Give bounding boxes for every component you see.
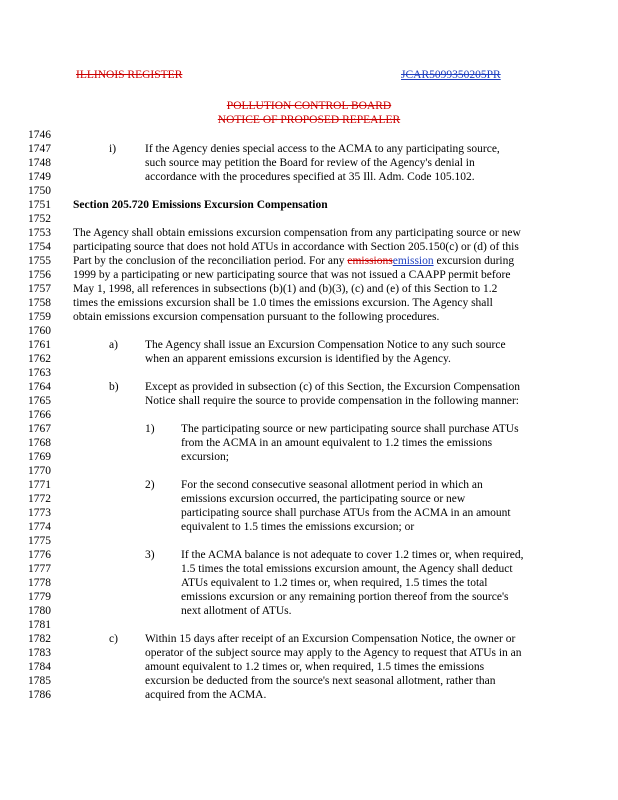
line-number: 1762 xyxy=(28,353,51,365)
item-b3-line: 1.5 times the total emissions excursion amount, the Agency shall deduct xyxy=(181,563,513,575)
paragraph-line: times the emissions excursion shall be 1.0 times the emissions excursion. The Agency shall xyxy=(73,297,493,309)
item-b-line: Except as provided in subsection (c) of this Section, the Excursion Compensation xyxy=(145,381,520,393)
line-number: 1748 xyxy=(28,157,51,169)
item-c-line: excursion be deducted from the source's next seasonal allotment, rather than xyxy=(145,675,496,687)
item-b2-line: participating source shall purchase ATUs from the ACMA in an amount xyxy=(181,507,511,519)
item-b2-line: For the second consecutive seasonal allotment period in which an xyxy=(181,479,483,491)
item-a-line: The Agency shall issue an Excursion Compensation Notice to any such source xyxy=(145,339,506,351)
item-b1-line: The participating source or new participating source shall purchase ATUs xyxy=(181,423,519,435)
line-number: 1764 xyxy=(28,381,51,393)
notice-title: NOTICE OF PROPOSED REPEALER xyxy=(217,114,401,126)
line-number: 1774 xyxy=(28,521,51,533)
item-b2-label: 2) xyxy=(145,479,155,491)
line-number: 1768 xyxy=(28,437,51,449)
paragraph-text: Part by the conclusion of the reconciliation period. For any xyxy=(73,255,348,267)
line-number: 1783 xyxy=(28,647,51,659)
line-number: 1785 xyxy=(28,675,51,687)
line-number: 1777 xyxy=(28,563,51,575)
paragraph-line: May 1, 1998, all references in subsections (b)(1) and (b)(3), (c) and (e) of this Section to 1.2 xyxy=(73,283,498,295)
line-number: 1779 xyxy=(28,591,51,603)
line-number: 1754 xyxy=(28,241,51,253)
item-a-line: when an apparent emissions excursion is identified by the Agency. xyxy=(145,353,451,365)
paragraph-line xyxy=(73,254,514,268)
item-i-line: accordance with the procedures specified at 35 Ill. Adm. Code 105.102. xyxy=(145,171,475,183)
item-b1-label: 1) xyxy=(145,423,155,435)
item-i-line: If the Agency denies special access to the ACMA to any participating source, xyxy=(145,143,500,155)
line-number: 1770 xyxy=(28,465,51,477)
line-number: 1781 xyxy=(28,619,51,631)
item-b1-line: from the ACMA in an amount equivalent to 1.2 times the emissions xyxy=(181,437,493,449)
paragraph-line: 1999 by a participating or new participating source that was not issued a CAAPP permit before xyxy=(73,269,511,281)
line-number: 1772 xyxy=(28,493,51,505)
item-i-line: such source may petition the Board for review of the Agency's denial in xyxy=(145,157,475,169)
line-number: 1778 xyxy=(28,577,51,589)
item-c-line: operator of the subject source may apply to the Agency to request that ATUs in an xyxy=(145,647,522,659)
line-number: 1755 xyxy=(28,255,51,267)
item-b-line: Notice shall require the source to provide compensation in the following manner: xyxy=(145,395,519,407)
line-number: 1775 xyxy=(28,535,51,547)
line-number: 1750 xyxy=(28,185,51,197)
item-c-line: acquired from the ACMA. xyxy=(145,689,267,701)
line-number: 1761 xyxy=(28,339,51,351)
line-number: 1765 xyxy=(28,395,51,407)
item-b3-label: 3) xyxy=(145,549,155,561)
paragraph-line: obtain emissions excursion compensation pursuant to the following procedures. xyxy=(73,311,440,323)
line-number: 1756 xyxy=(28,269,51,281)
header-right: JCAR5099350205PR xyxy=(401,69,501,81)
line-number: 1757 xyxy=(28,283,51,295)
header-left: ILLINOIS REGISTER xyxy=(76,69,183,81)
item-b2-line: emissions excursion occurred, the participating source or new xyxy=(181,493,466,505)
item-b3-line: next allotment of ATUs. xyxy=(181,605,292,617)
paragraph-line: The Agency shall obtain emissions excursion compensation from any participating source or new xyxy=(73,227,521,239)
line-number: 1784 xyxy=(28,661,51,673)
inserted-text: emission xyxy=(392,255,434,267)
item-b-label: b) xyxy=(109,381,119,393)
item-b3-line: If the ACMA balance is not adequate to cover 1.2 times or, when required, xyxy=(181,549,524,561)
line-number: 1746 xyxy=(28,129,51,141)
paragraph-text: excursion during xyxy=(433,255,515,267)
line-number: 1771 xyxy=(28,479,51,491)
item-c-line: amount equivalent to 1.2 times or, when required, 1.5 times the emissions xyxy=(145,661,485,673)
line-number: 1753 xyxy=(28,227,51,239)
item-b3-line: ATUs equivalent to 1.2 times or, when required, 1.5 times the total xyxy=(181,577,488,589)
line-number: 1782 xyxy=(28,633,51,645)
line-number: 1752 xyxy=(28,213,51,225)
section-heading: Section 205.720 Emissions Excursion Compensation xyxy=(73,199,328,211)
line-number: 1769 xyxy=(28,451,51,463)
line-number: 1749 xyxy=(28,171,51,183)
item-b1-line: excursion; xyxy=(181,451,229,463)
line-number: 1773 xyxy=(28,507,51,519)
item-c-label: c) xyxy=(109,633,118,645)
line-number: 1763 xyxy=(28,367,51,379)
paragraph-line: participating source that does not hold ATUs in accordance with Section 205.150(c) or (d) of this xyxy=(73,241,519,253)
item-b3-line: emissions excursion or any remaining portion thereof from the source's xyxy=(181,591,509,603)
item-b2-line: equivalent to 1.5 times the emissions excursion; or xyxy=(181,521,415,533)
line-number: 1759 xyxy=(28,311,51,323)
item-a-label: a) xyxy=(109,339,118,351)
line-number: 1767 xyxy=(28,423,51,435)
deleted-text: emissions xyxy=(347,255,393,267)
item-c-line: Within 15 days after receipt of an Excursion Compensation Notice, the owner or xyxy=(145,633,516,645)
board-name: POLLUTION CONTROL BOARD xyxy=(226,100,392,112)
line-number: 1760 xyxy=(28,325,51,337)
line-number: 1747 xyxy=(28,143,51,155)
line-number: 1786 xyxy=(28,689,51,701)
line-number: 1776 xyxy=(28,549,51,561)
line-number: 1751 xyxy=(28,199,51,211)
line-number: 1766 xyxy=(28,409,51,421)
item-i-label: i) xyxy=(109,143,117,155)
line-number: 1758 xyxy=(28,297,51,309)
line-number: 1780 xyxy=(28,605,51,617)
